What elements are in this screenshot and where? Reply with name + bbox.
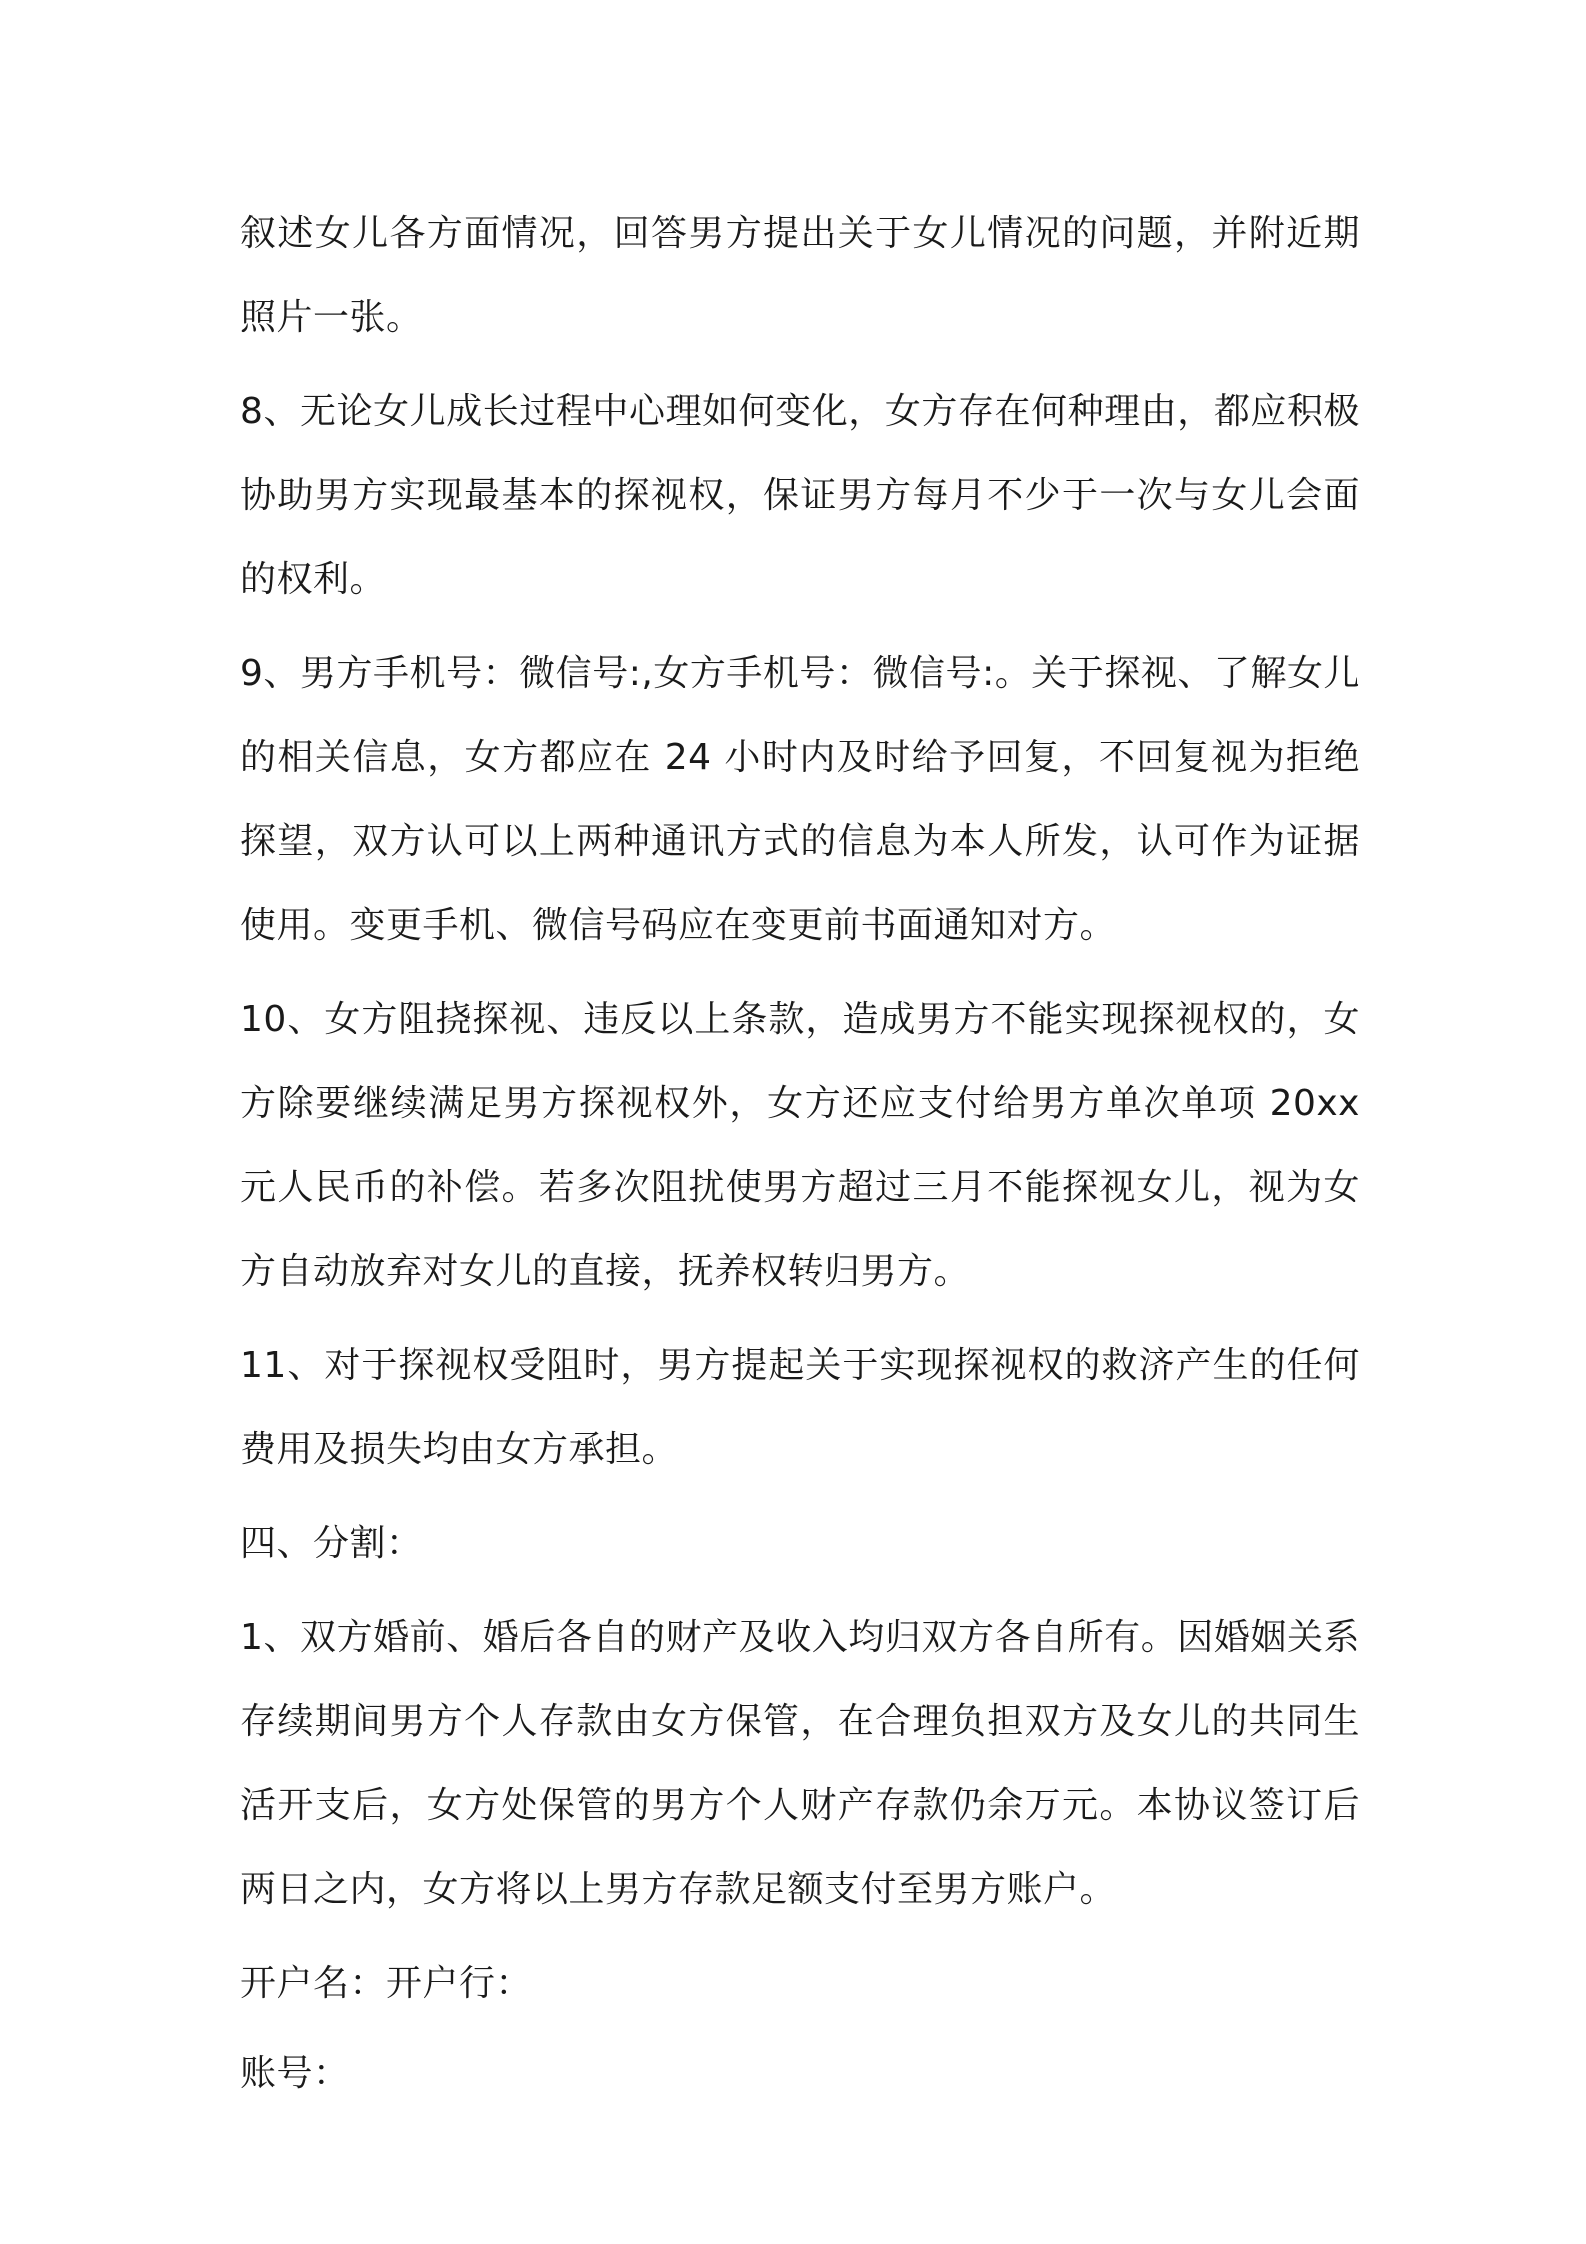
paragraph-daughter-info: 叙述女儿各方面情况，回答男方提出关于女儿情况的问题，并附近期照片一张。 bbox=[240, 213, 1360, 338]
division-clause-1-property: 1、双方婚前、婚后各自的财产及收入均归双方各自所有。因婚姻关系存续期间男方个人存款由女方保管，在合理负担双方及女儿的共同生活开支后，女方处保管的男方个人财产存款仍余万元。本协议签订后两日之内，女方将以上男方存款足额支付至男方账户。 bbox=[240, 1617, 1360, 1910]
clause-8-visitation-assistance: 8、无论女儿成长过程中心理如何变化，女方存在何种理由，都应积极协助男方实现最基本的探视权，保证男方每月不少于一次与女儿会面的权利。 bbox=[240, 391, 1360, 600]
document-page bbox=[240, 192, 1360, 2122]
account-number-line: 账号： bbox=[240, 2053, 350, 2094]
clause-9-contact-info: 9、男方手机号：微信号:,女方手机号：微信号:。关于探视、了解女儿的相关信息，女方都应在 24 小时内及时给予回复，不回复视为拒绝探望，双方认可以上两种通讯方式的信息为本人所发，认可作为证据使用。变更手机、微信号码应在变更前书面通知对方。 bbox=[240, 653, 1360, 946]
clause-11-costs: 11、对于探视权受阻时，男方提起关于实现探视权的救济产生的任何费用及损失均由女方承担。 bbox=[240, 1345, 1360, 1470]
clause-10-obstruction-penalty: 10、女方阻挠探视、违反以上条款，造成男方不能实现探视权的，女方除要继续满足男方探视权外，女方还应支付给男方单次单项 20xx 元人民币的补偿。若多次阻扰使男方超过三月不能探视女儿，视为女方自动放弃对女儿的直接，抚养权转归男方。 bbox=[240, 999, 1360, 1292]
account-name-bank-line: 开户名：开户行： bbox=[240, 1963, 533, 2004]
section-heading-division: 四、分割： bbox=[240, 1523, 423, 1564]
